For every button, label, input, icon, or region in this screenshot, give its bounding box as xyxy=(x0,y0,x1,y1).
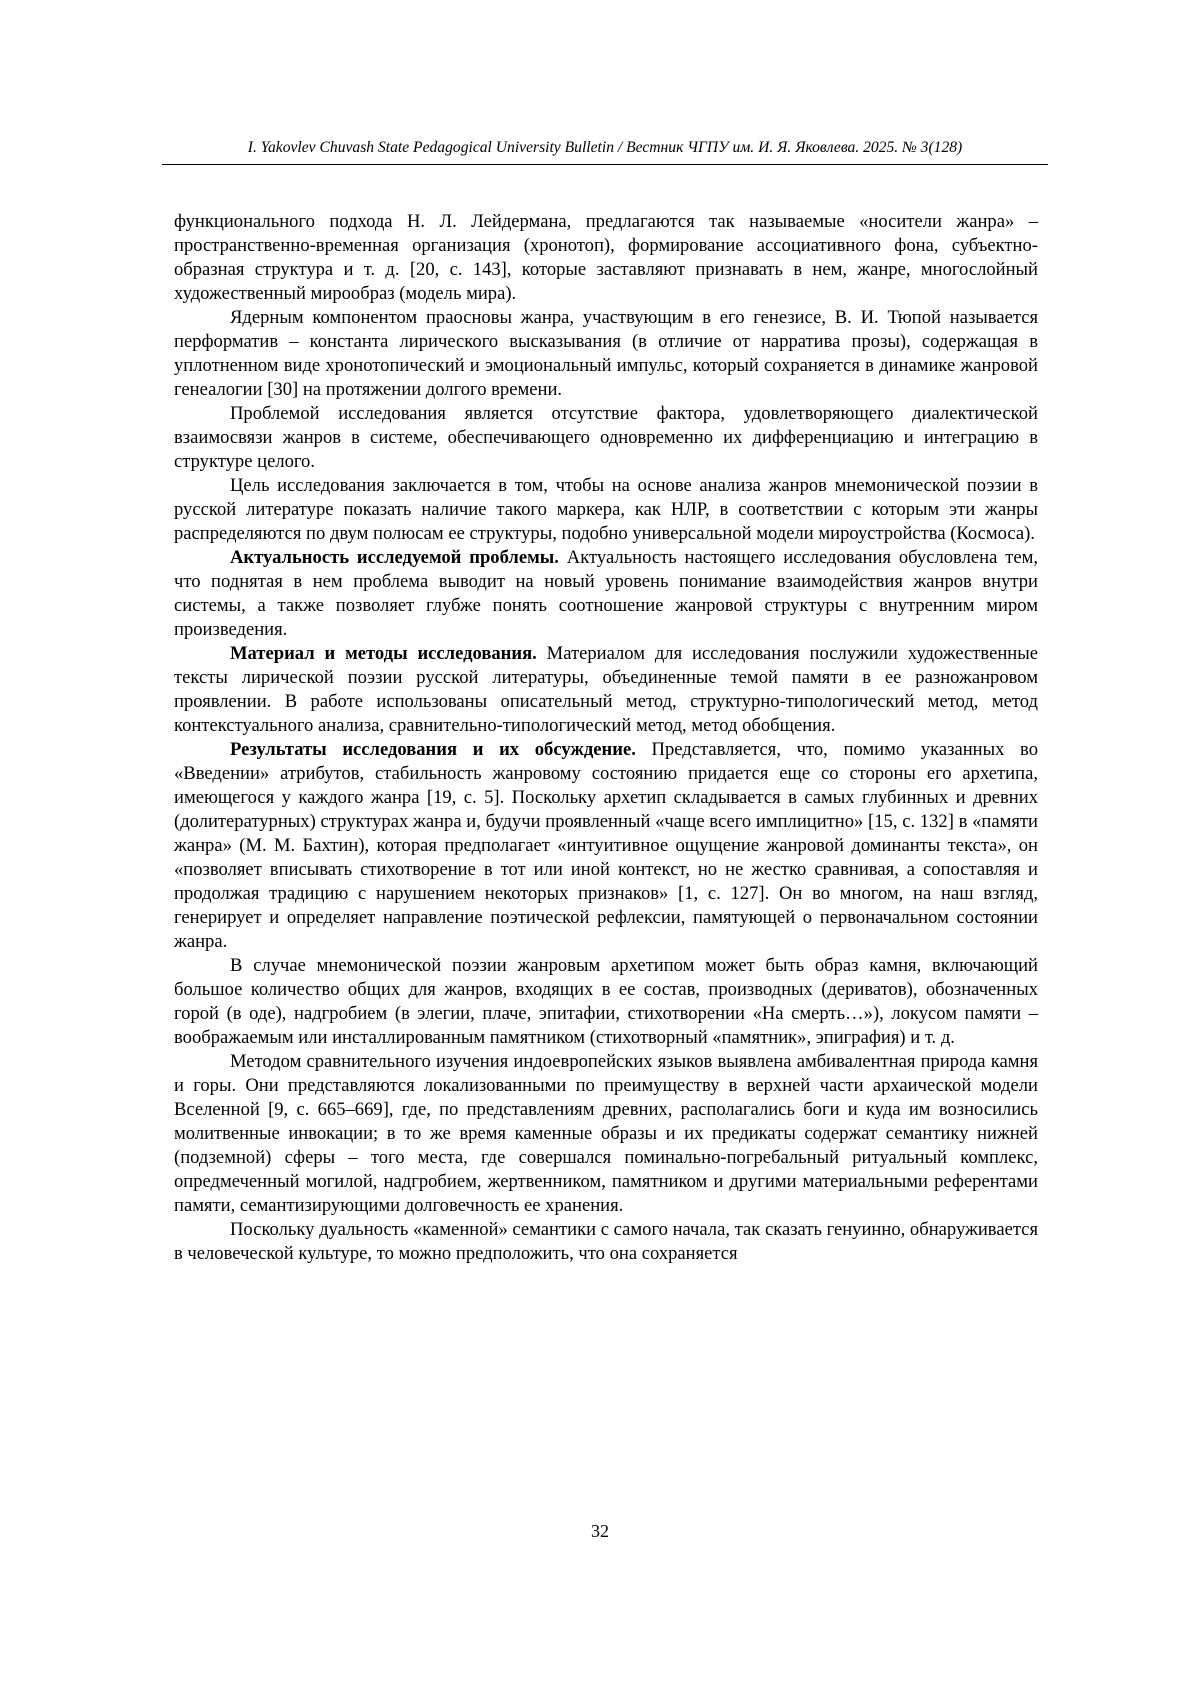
paragraph-7 xyxy=(174,738,1038,954)
paragraph-5 xyxy=(174,546,1038,642)
paragraph-10 xyxy=(174,1218,1038,1266)
paragraph-9 xyxy=(174,1050,1038,1218)
paragraph-text: В случае мнемонической поэзии жанровым архетипом может быть образ камня, включающий большое количество общих для жанров, входящих в ее состав, производных (дериватов), обозначенных горой (в оде), надгробием (в элегии, плаче, эпитафии, стихотворении «На смерть…»), локусом памяти – воображаемым или инсталлированным памятником (стихотворный «памятник», эпиграфия) и т. д. xyxy=(174,955,1038,1048)
paragraph-text: функционального подхода Н. Л. Лейдермана, предлагаются так называемые «носители жанра» – пространственно-временная организация (хронотоп), формирование ассоциативного фона, субъектно-образная структура и т. д. [20, с. 143], которые заставляют признавать в нем, жанре, многослойный художественный мирообраз (модель мира). xyxy=(174,211,1038,304)
paragraph-text: Поскольку дуальность «каменной» семантики с самого начала, так сказать генуинно, обнаруживается в человеческой культуре, то можно предположить, что она сохраняется xyxy=(174,1219,1038,1264)
paragraph-2 xyxy=(174,306,1038,402)
section-heading-relevance: Актуальность исследуемой проблемы. xyxy=(230,547,559,568)
paragraph-text: Представляется, что, помимо указанных во «Введении» атрибутов, стабильность жанровому состоянию придается еще со стороны его архетипа, имеющегося у каждого жанра [19, с. 5]. Поскольку архетип складывается в самых глубинных и древних (долитературных) структурах жанра и, будучи проявленный «чаще всего имплицитно» [15, с. 132] в «памяти жанра» (М. М. Бахтин), которая предполагает «интуитивное ощущение жанровой доминанты текста», он «позволяет вписывать стихотворение в тот или иной контекст, но не жестко сравнивая, а сопоставляя и продолжая традицию с нарушением некоторых признаков» [1, с. 127]. Он во многом, на наш взгляд, генерирует и определяет направление поэтической рефлексии, памятующей о первоначальном состоянии жанра. xyxy=(174,739,1039,952)
paragraph-text: Проблемой исследования является отсутствие фактора, удовлетворяющего диалектической взаимосвязи жанров в системе, обеспечивающего одновременно их дифференциацию и интеграцию в структуре целого. xyxy=(174,403,1038,472)
paragraph-4 xyxy=(174,474,1038,546)
paragraph-text: Материалом для исследования послужили художественные тексты лирической поэзии русской литературы, объединенные темой памяти в ее разножанровом проявлении. В работе использованы описательный метод, структурно-типологический метод, метод контекстуального анализа, сравнительно-типологический метод, метод обобщения. xyxy=(174,643,1039,736)
section-heading-methods: Материал и методы исследования. xyxy=(230,643,537,664)
paragraph-text: Ядерным компонентом праосновы жанра, участвующим в его генезисе, В. И. Тюпой называется перформатив – константа лирического высказывания (в отличие от нарратива прозы), содержащая в уплотненном виде хронотопический и эмоциональный импульс, который сохраняется в динамике жанровой генеалогии [30] на протяжении долгого времени. xyxy=(174,307,1038,400)
article-body xyxy=(174,210,1038,1266)
paragraph-3 xyxy=(174,402,1038,474)
paragraph-6 xyxy=(174,642,1038,738)
paragraph-8 xyxy=(174,954,1038,1050)
running-header: I. Yakovlev Chuvash State Pedagogical University Bulletin / Вестник ЧГПУ им. И. Я. Яковлева. 2025. № 3(128) xyxy=(247,139,963,156)
paragraph-text: Цель исследования заключается в том, чтобы на основе анализа жанров мнемонической поэзии в русской литературе показать наличие такого маркера, как НЛР, в соответствии с которым эти жанры распределяются по двум полюсам ее структуры, подобно универсальной модели мироустройства (Космоса). xyxy=(174,475,1038,544)
paragraph-1 xyxy=(174,210,1038,306)
page-number: 32 xyxy=(591,1521,609,1541)
section-heading-results: Результаты исследования и их обсуждение. xyxy=(230,739,636,760)
paragraph-text: Актуальность настоящего исследования обусловлена тем, что поднятая в нем проблема выводит на новый уровень понимание взаимодействия жанров внутри системы, а также позволяет глубже понять соотношение жанровой структуры с внутренним миром произведения. xyxy=(174,547,1038,640)
paragraph-text: Методом сравнительного изучения индоевропейских языков выявлена амбивалентная природа камня и горы. Они представляются локализованными по преимуществу в верхней части архаической модели Вселенной [9, с. 665–669], где, по представлениям древних, располагались боги и куда им возносились молитвенные инвокации; в то же время каменные образы и их предикаты содержат семантику нижней (подземной) сферы – того места, где совершался поминально-погребальный ритуальный комплекс, опредмеченный могилой, надгробием, жертвенником, памятником и другими материальными референтами памяти, семантизирующими долговечность ее хранения. xyxy=(174,1051,1038,1216)
header-rule xyxy=(162,164,1048,165)
